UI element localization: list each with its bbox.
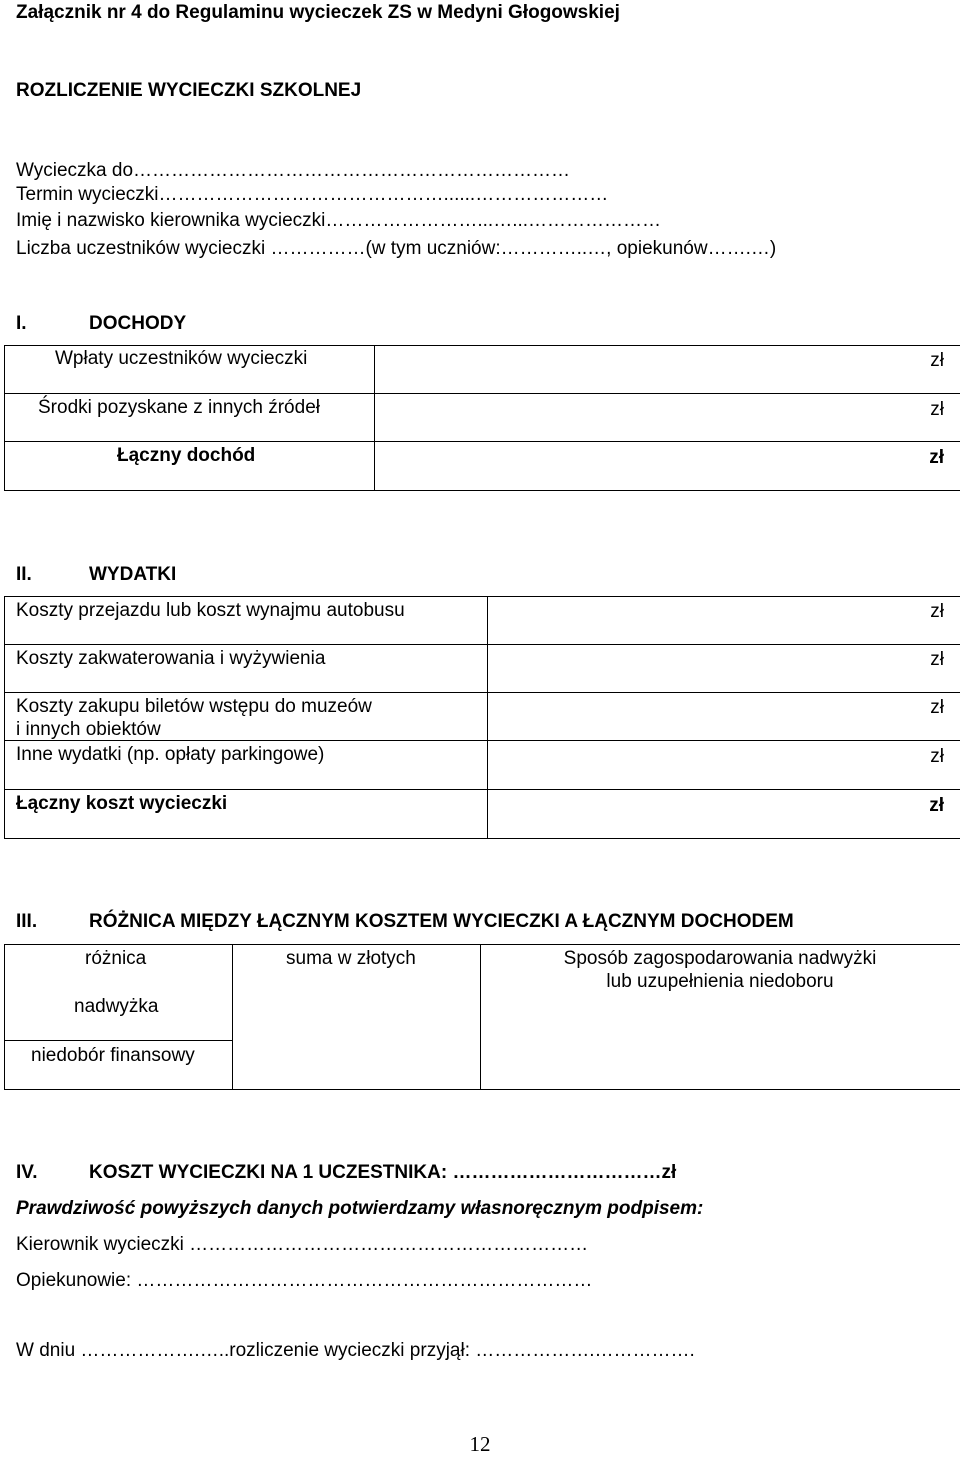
difference-table-border-bottom (4, 1089, 960, 1090)
income-row-label: Wpłaty uczestników wycieczki (55, 348, 308, 369)
expenses-table-border-bottom (4, 838, 960, 839)
expenses-section-heading: WYDATKI (89, 564, 177, 585)
income-table-border-top (4, 345, 960, 346)
expense-row-currency: zł (930, 697, 944, 718)
income-total-label: Łączny dochód (117, 445, 256, 466)
guardians-signature-line: Opiekunowie: ……………………………………………………………… (16, 1270, 593, 1291)
difference-table-column-divider (232, 944, 233, 1090)
sum-column-header: suma w złotych (286, 948, 416, 969)
income-row-label: Środki pozyskane z innych źródeł (38, 397, 320, 418)
income-table-border-left (4, 345, 5, 491)
expenses-total-label: Łączny koszt wycieczki (16, 793, 228, 814)
page-number: 12 (469, 1432, 491, 1456)
difference-table-row-divider (4, 1040, 233, 1041)
attachment-title: Załącznik nr 4 do Regulaminu wycieczek ZS w Medyni Głogowskiej (16, 2, 620, 23)
trip-leader-line: Imię i nazwisko kierownika wycieczki……………………...…...………………… (16, 210, 662, 231)
acceptance-date-line: W dniu ……………….…..rozliczenie wycieczki przyjął: ……………….……………. (16, 1340, 695, 1361)
difference-section-heading: RÓŻNICA MIĘDZY ŁĄCZNYM KOSZTEM WYCIECZKI A ŁĄCZNYM DOCHODEM (89, 911, 794, 932)
expense-row-label: Koszty przejazdu lub koszt wynajmu autobusu (16, 600, 405, 621)
income-row-currency: zł (930, 399, 944, 420)
surplus-row-label: nadwyżka (74, 996, 159, 1017)
expense-row-currency: zł (930, 649, 944, 670)
income-table-row-divider (4, 393, 960, 394)
difference-column-header: różnica (85, 948, 147, 969)
per-participant-cost-line: KOSZT WYCIECZKI NA 1 UCZESTNIKA: ……………………………zł (89, 1162, 677, 1183)
expenses-table-row-divider (4, 644, 960, 645)
method-column-header: Sposób zagospodarowania nadwyżki (563, 948, 877, 969)
expenses-total-currency: zł (929, 795, 944, 816)
method-column-header-continued: lub uzupełnienia niedoboru (606, 971, 834, 992)
expenses-table-border-top (4, 596, 960, 597)
document-title: ROZLICZENIE WYCIECZKI SZKOLNEJ (16, 80, 362, 101)
expense-row-currency: zł (930, 746, 944, 767)
expenses-table-border-left (4, 596, 5, 839)
per-participant-section-number: IV. (16, 1162, 38, 1183)
trip-destination-line: Wycieczka do…………………………………………………………… (16, 160, 571, 181)
leader-signature-line: Kierownik wycieczki ……………………………………………………… (16, 1234, 589, 1255)
expenses-table-column-divider (487, 596, 488, 839)
expenses-section-number: II. (16, 564, 32, 585)
income-total-currency: zł (929, 447, 944, 468)
income-row-currency: zł (930, 350, 944, 371)
income-section-heading: DOCHODY (89, 313, 187, 334)
confirmation-statement: Prawdziwość powyższych danych potwierdzamy własnoręcznym podpisem: (16, 1198, 704, 1219)
difference-table-border-top (4, 944, 960, 945)
expense-row-label: Koszty zakwaterowania i wyżywienia (16, 648, 326, 669)
expense-row-label: Koszty zakupu biletów wstępu do muzeów (16, 696, 372, 717)
expense-row-currency: zł (930, 601, 944, 622)
expense-row-label-continued: i innych obiektów (16, 719, 161, 740)
expenses-table-row-divider (4, 789, 960, 790)
expense-row-label: Inne wydatki (np. opłaty parkingowe) (16, 744, 325, 765)
trip-term-line: Termin wycieczki………………………………………......………………… (16, 184, 609, 205)
difference-section-number: III. (16, 911, 38, 932)
income-table-column-divider (374, 345, 375, 491)
difference-table-border-left (4, 944, 5, 1090)
income-table-border-bottom (4, 490, 960, 491)
income-section-number: I. (16, 313, 27, 334)
income-table-row-divider (4, 441, 960, 442)
expenses-table-row-divider (4, 692, 960, 693)
shortfall-row-label: niedobór finansowy (31, 1045, 195, 1066)
trip-participants-line: Liczba uczestników wycieczki ……………(w tym uczniów:…………..…, opiekunów…….…) (16, 238, 777, 259)
